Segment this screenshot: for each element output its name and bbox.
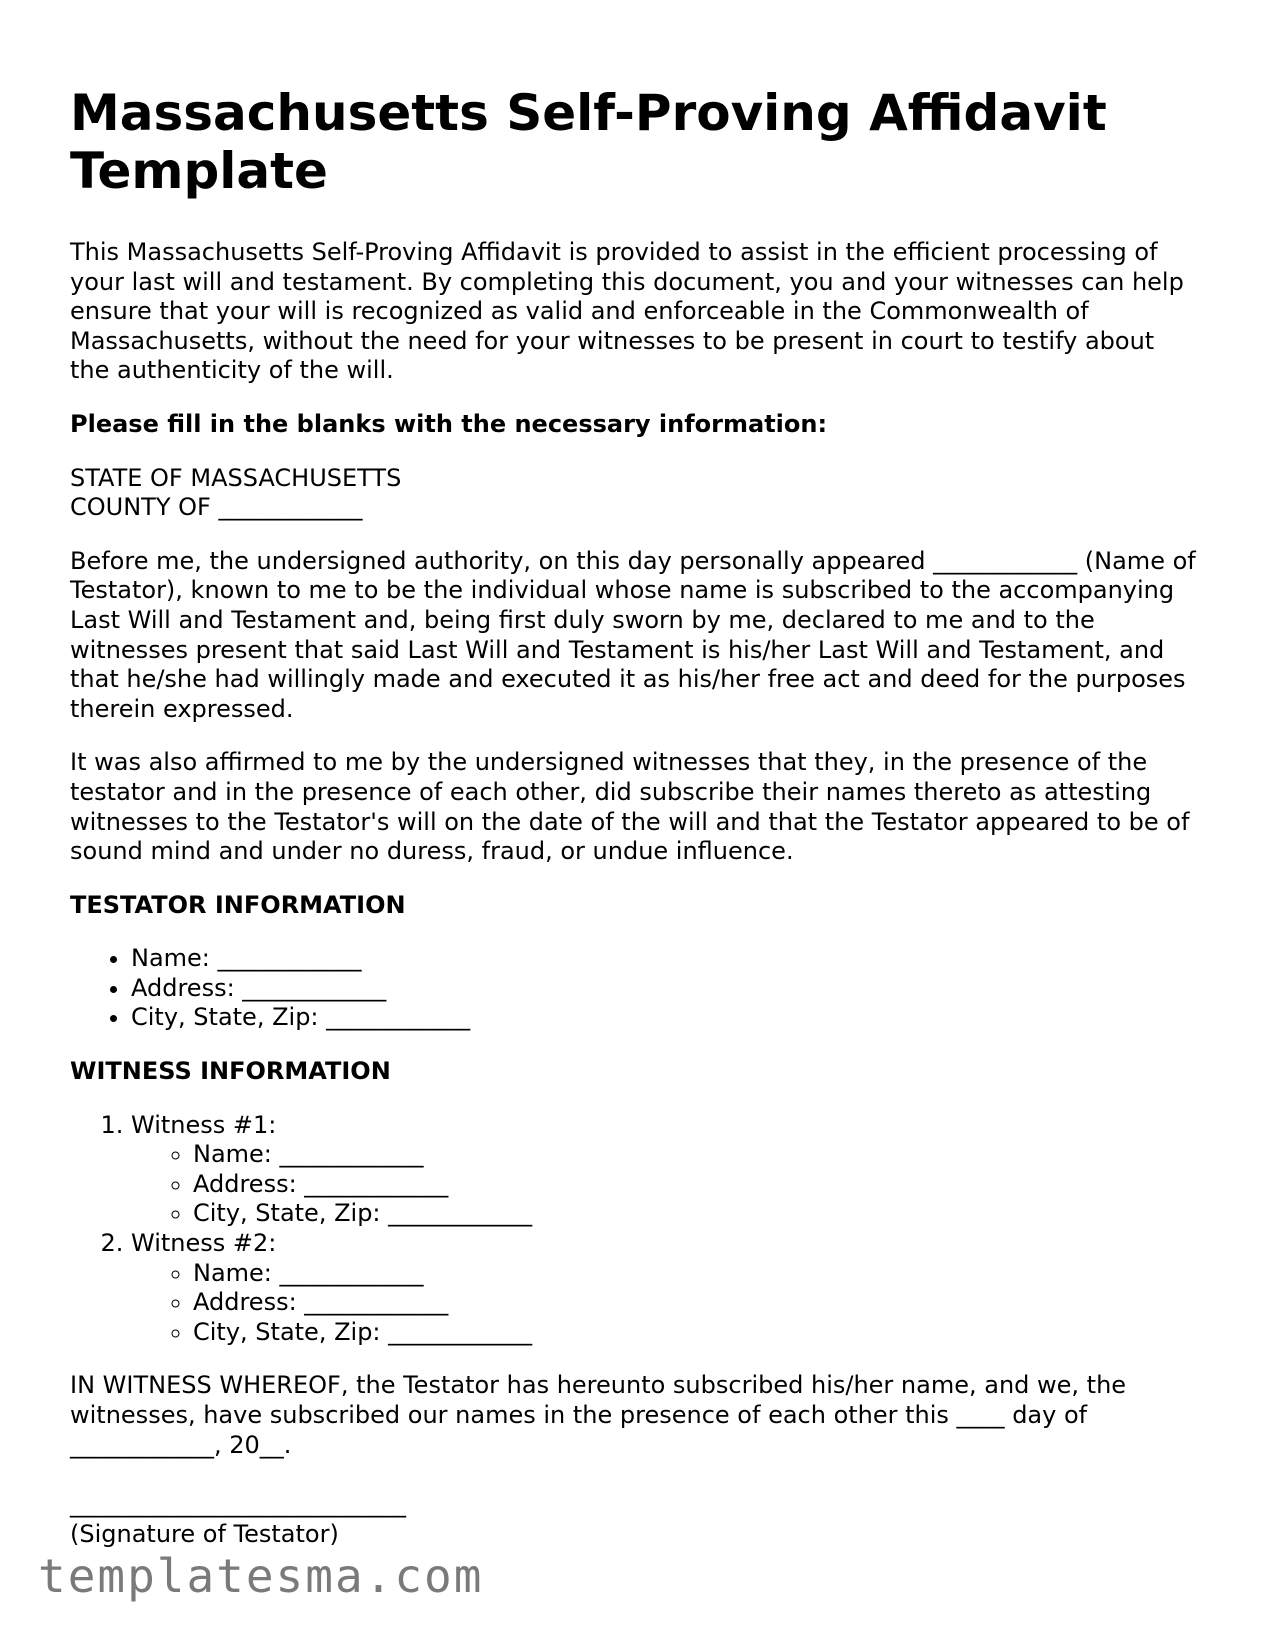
list-item: ◦ Address: ____________ (193, 1170, 1200, 1200)
state-line: STATE OF MASSACHUSETTS (70, 463, 402, 492)
witness-item (131, 1111, 1200, 1229)
affirmation-paragraph: It was also affirmed to me by the undersigned witnesses that they, in the presence of the testator and in the presence of each other, did subscribe their names thereto as attesting witnesses to the Testator's will on the date of the will and that the Testator appeared to be of sound mind and under no duress, fraud, or undue influence. (70, 748, 1190, 866)
list-item: ◦ City, State, Zip: ____________ (193, 1199, 1200, 1229)
list-item: • Address: ____________ (131, 974, 1200, 1004)
list-item: ◦ City, State, Zip: ____________ (193, 1318, 1200, 1348)
list-item: ◦ Name: ____________ (193, 1140, 1200, 1170)
list-item: • City, State, Zip: ____________ (131, 1003, 1200, 1033)
venue-block (70, 464, 1200, 523)
document-page (70, 84, 1200, 1549)
watermark-logo: templatesma.com (38, 1549, 484, 1603)
witness-fields (131, 1259, 1200, 1348)
intro-paragraph: This Massachusetts Self-Proving Affidavit is provided to assist in the efficient processing of your last will and testament. By completing this document, you and your witnesses can help ensure that your will is recognized as valid and enforceable in the Commonwealth of Massachusetts, without the need for your witnesses to be present in court to testify about the authenticity of the will. (70, 238, 1184, 385)
appearance-paragraph: Before me, the undersigned authority, on this day personally appeared ____________ (Name of Testator), known to me to be the individual whose name is subscribed to the accompanying Last Will and Testament and, being first duly sworn by me, declared to me and to the witnesses present that said Last Will and Testament is his/her Last Will and Testament, and that he/she had willingly made and executed it as his/her free act and deed for the purposes therein expressed. (70, 546, 1196, 723)
witness-label: Witness #2: (131, 1229, 277, 1258)
witness-whereof-paragraph: IN WITNESS WHEREOF, the Testator has hereunto subscribed his/her name, and we, the witnesses, have subscribed our names in the presence of each other this ____ day of ____________, 20__. (70, 1371, 1127, 1459)
witness-fields (131, 1140, 1200, 1229)
list-item: • Name: ____________ (131, 944, 1200, 974)
fill-instruction: Please fill in the blanks with the necessary information: (70, 409, 828, 438)
county-line: COUNTY OF ____________ (70, 493, 363, 522)
witness-item (131, 1229, 1200, 1347)
document-title: Massachusetts Self-Proving Affidavit Template (70, 84, 1107, 200)
list-item: ◦ Name: ____________ (193, 1259, 1200, 1289)
list-item: ◦ Address: ____________ (193, 1288, 1200, 1318)
witness-heading: WITNESS INFORMATION (70, 1057, 391, 1086)
testator-heading: TESTATOR INFORMATION (70, 890, 406, 919)
signature-line: ____________________________ (70, 1490, 406, 1519)
witness-label: Witness #1: (131, 1110, 277, 1139)
witness-list (70, 1111, 1200, 1348)
testator-fields (70, 944, 1200, 1033)
signature-caption: (Signature of Testator) (70, 1519, 339, 1548)
